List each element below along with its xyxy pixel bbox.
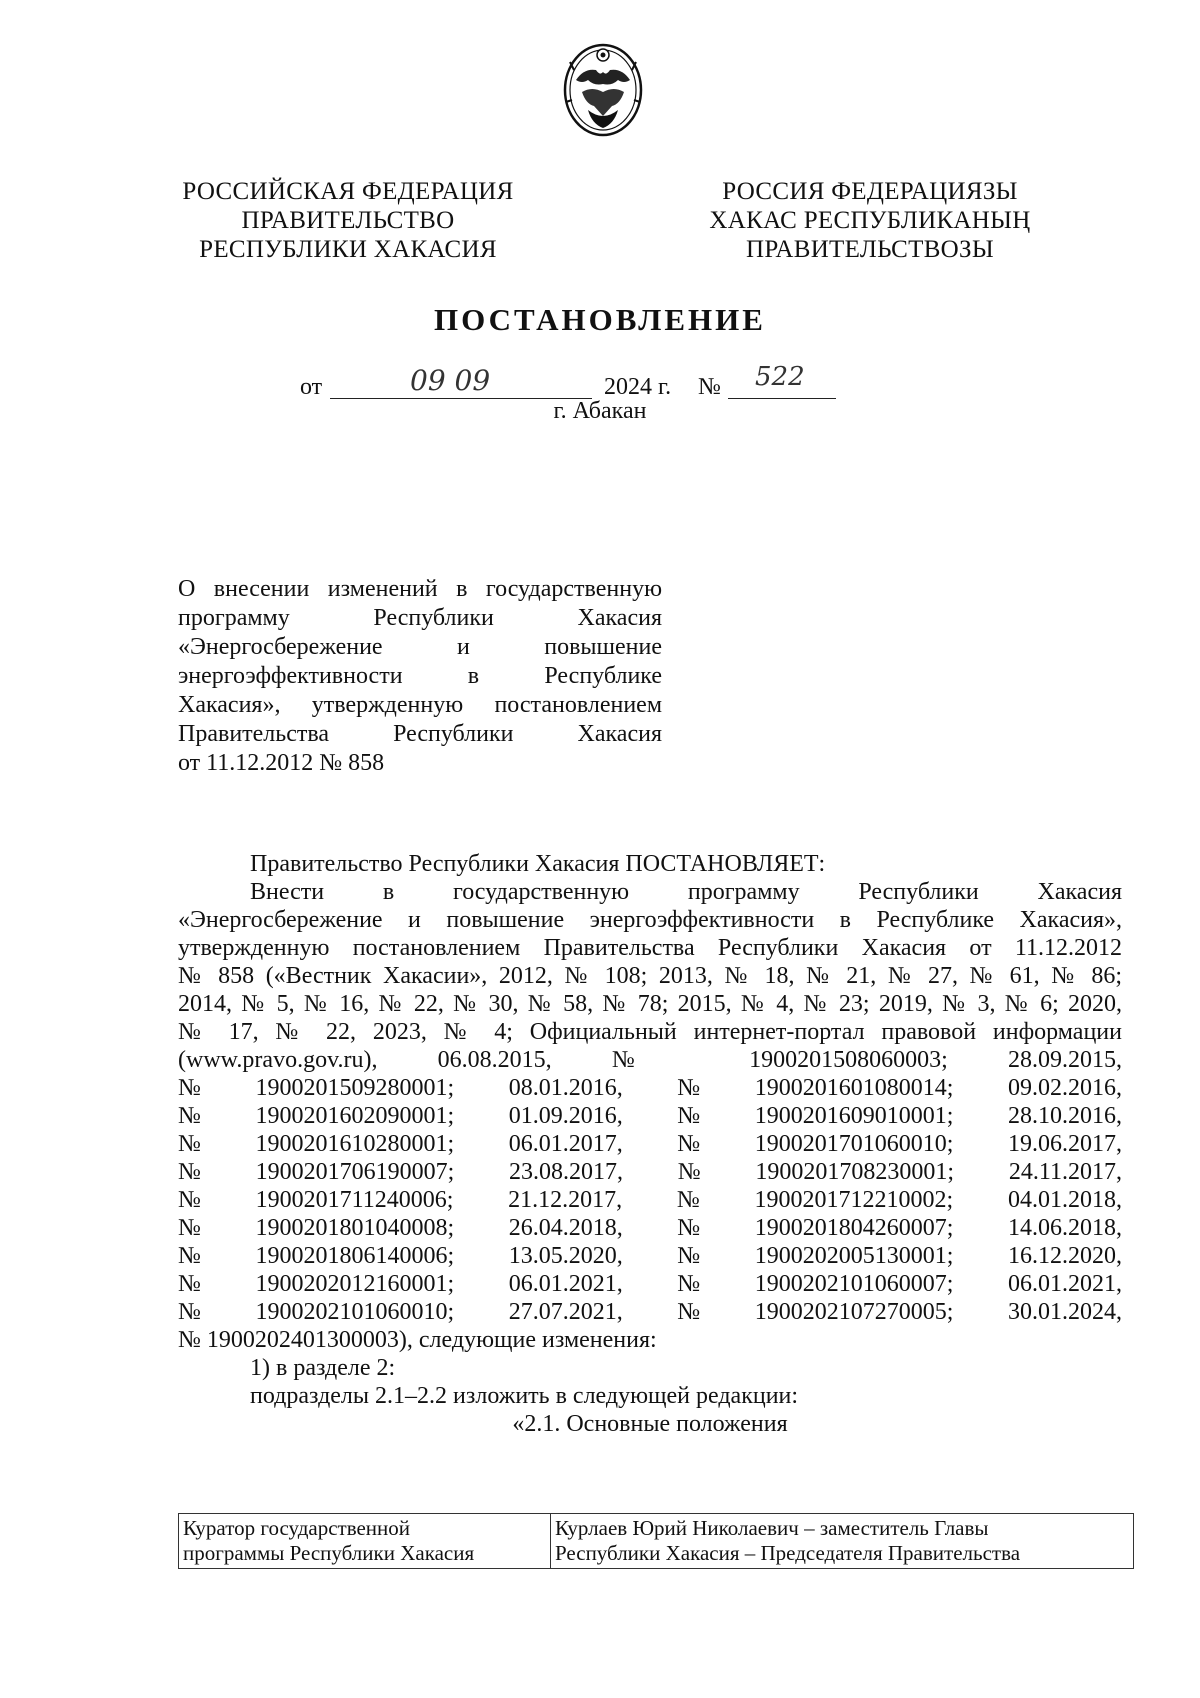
subject-line-4: энергоэффективности в Республике (178, 663, 662, 689)
subject-line-7: от 11.12.2012 № 858 (178, 750, 385, 776)
body-line-4: № 858 («Вестник Хакасии», 2012, № 108; 2013, № 18, № 21, № 27, № 61, № 86; (178, 963, 1122, 989)
body-closing-line: № 1900202401300003), следующие изменения: (178, 1327, 657, 1353)
publication-cell: 13.05.2020, (508, 1243, 623, 1269)
publication-cell: 08.01.2016, (508, 1075, 623, 1101)
publication-cell: № (178, 1103, 201, 1129)
publication-cell: 06.01.2017, (508, 1131, 623, 1157)
curator-label-cell (179, 1514, 551, 1569)
publication-cell: 1900201711240006; (255, 1187, 454, 1213)
document-body (178, 850, 1122, 1438)
publication-cell: 04.01.2018, (1007, 1187, 1122, 1213)
body-opening: Правительство Республики Хакасия ПОСТАНОВЛЯЕТ: (250, 851, 826, 877)
publication-row (178, 1102, 1122, 1130)
publication-cell: 27.07.2021, (508, 1299, 623, 1325)
coat-of-arms-emblem (562, 40, 644, 138)
publication-cell: № (178, 1299, 201, 1325)
publication-cell: № (677, 1075, 701, 1101)
curator-value-line-1: Курлаев Юрий Николаевич – заместитель Главы (555, 1516, 989, 1540)
publication-cell: 1900201602090001; (255, 1103, 455, 1129)
publication-cell: № (178, 1187, 201, 1213)
document-type-title: ПОСТАНОВЛЕНИЕ (434, 302, 766, 337)
header-left-line-2: ПРАВИТЕЛЬСТВО (241, 207, 455, 234)
curator-value-cell (551, 1514, 1134, 1569)
publication-cell: 21.12.2017, (508, 1187, 623, 1213)
publication-cell: 26.04.2018, (508, 1215, 623, 1241)
publication-row (178, 1074, 1122, 1102)
publication-cell: 1900201712210002; (754, 1187, 954, 1213)
publication-row (178, 1214, 1122, 1242)
publication-cell: № (677, 1243, 701, 1269)
publication-cell: 1900201509280001; (255, 1075, 455, 1101)
publication-cell: № (178, 1075, 201, 1101)
publication-cell: 16.12.2020, (1007, 1243, 1122, 1269)
publication-row (178, 1298, 1122, 1326)
publication-cell: 1900201806140006; (255, 1243, 455, 1269)
publication-cell: № (676, 1187, 700, 1213)
header-left-line-3: РЕСПУБЛИКИ ХАКАСИЯ (199, 236, 497, 263)
publication-cell: 1900201701060010; (754, 1131, 954, 1157)
publication-cell: 1900202101060010; (255, 1299, 455, 1325)
publication-row (178, 1158, 1122, 1186)
header-right-line-2: ХАКАС РЕСПУБЛИКАНЫҢ (709, 207, 1031, 234)
handwritten-number: 522 (755, 362, 805, 392)
city: г. Абакан (553, 398, 647, 424)
curator-label-line-2: программы Республики Хакасия (183, 1541, 475, 1565)
document-subject (178, 575, 662, 778)
body-line-6: № 17, № 22, 2023, № 4; Официальный интернет-портал правовой информации (178, 1019, 1122, 1045)
item-1-sub: подразделы 2.1–2.2 изложить в следующей редакции: (250, 1383, 799, 1409)
date-prefix: от (300, 374, 323, 400)
publication-cell: № (178, 1131, 201, 1157)
curator-table (178, 1513, 1134, 1569)
publication-cell: 14.06.2018, (1007, 1215, 1122, 1241)
publication-cell: 23.08.2017, (509, 1159, 624, 1185)
body-line-1: Внести в государственную программу Республики Хакасия (250, 879, 1122, 905)
publication-cell: 1900201804260007; (754, 1215, 954, 1241)
subject-line-3: «Энергосбережение и повышение (178, 634, 662, 660)
item-1: 1) в разделе 2: (250, 1355, 396, 1381)
publication-cell: 19.06.2017, (1007, 1131, 1122, 1157)
publication-cell: 1900201609010001; (754, 1103, 954, 1129)
publication-cell: № (677, 1131, 701, 1157)
publication-cell: 1900201610280001; (255, 1131, 455, 1157)
subject-line-6: Правительства Республики Хакасия (178, 721, 662, 747)
publication-cell: 1900201801040008; (255, 1215, 455, 1241)
publication-cell: 1900202107270005; (754, 1299, 954, 1325)
section-heading: «2.1. Основные положения (512, 1411, 788, 1437)
publication-cell: № (178, 1243, 201, 1269)
curator-value-line-2: Республики Хакасия – Председателя Правительства (555, 1541, 1021, 1565)
publication-row (178, 1270, 1122, 1298)
header-left-line-1: РОССИЙСКАЯ ФЕДЕРАЦИЯ (182, 178, 514, 205)
body-line-5: 2014, № 5, № 16, № 22, № 30, № 58, № 78; 2015, № 4, № 23; 2019, № 3, № 6; 2020, (178, 991, 1122, 1017)
publication-cell: 1900201706190007; (255, 1159, 455, 1185)
publication-cell: 09.02.2016, (1007, 1075, 1122, 1101)
publication-cell: 24.11.2017, (1008, 1159, 1122, 1185)
publication-row (178, 1186, 1122, 1214)
publication-cell: № (178, 1271, 201, 1297)
body-line-7: (www.pravo.gov.ru), 06.08.2015, № 1900201508060003; 28.09.2015, (178, 1047, 1122, 1073)
publication-cell: № (677, 1159, 701, 1185)
header-left (178, 177, 518, 264)
publication-cell: № (178, 1159, 201, 1185)
publication-cell: № (677, 1103, 701, 1129)
subject-line-2: программу Республики Хакасия (178, 605, 662, 631)
publication-cell: 28.10.2016, (1007, 1103, 1122, 1129)
subject-line-1: О внесении изменений в государственную (178, 576, 662, 602)
publication-list (178, 1074, 1122, 1326)
publication-cell: 30.01.2024, (1007, 1299, 1122, 1325)
body-line-3: утвержденную постановлением Правительства Республики Хакасия от 11.12.2012 (178, 935, 1122, 961)
table-row (179, 1514, 1134, 1569)
date-year: 2024 г. (604, 374, 672, 400)
header-right (700, 177, 1040, 264)
body-line-2: «Энергосбережение и повышение энергоэффективности в Республике Хакасия», (178, 907, 1122, 933)
publication-cell: 1900202005130001; (754, 1243, 954, 1269)
curator-label-line-1: Куратор государственной (183, 1516, 411, 1540)
publication-cell: 1900202012160001; (255, 1271, 455, 1297)
subject-line-5: Хакасия», утвержденную постановлением (178, 692, 662, 718)
publication-row (178, 1242, 1122, 1270)
publication-cell: 06.01.2021, (508, 1271, 623, 1297)
publication-cell: 01.09.2016, (508, 1103, 623, 1129)
publication-cell: 1900201708230001; (755, 1159, 955, 1185)
handwritten-date: 09 09 (410, 364, 491, 397)
number-sign: № (698, 374, 721, 400)
publication-row (178, 1130, 1122, 1158)
publication-cell: № (677, 1271, 701, 1297)
publication-cell: 1900202101060007; (754, 1271, 954, 1297)
publication-cell: № (178, 1215, 201, 1241)
publication-cell: № (677, 1299, 701, 1325)
publication-cell: 06.01.2021, (1007, 1271, 1122, 1297)
header-right-line-1: РОССИЯ ФЕДЕРАЦИЯЗЫ (722, 178, 1018, 205)
header-right-line-3: ПРАВИТЕЛЬСТВОЗЫ (746, 236, 994, 263)
publication-cell: № (677, 1215, 701, 1241)
publication-cell: 1900201601080014; (754, 1075, 954, 1101)
